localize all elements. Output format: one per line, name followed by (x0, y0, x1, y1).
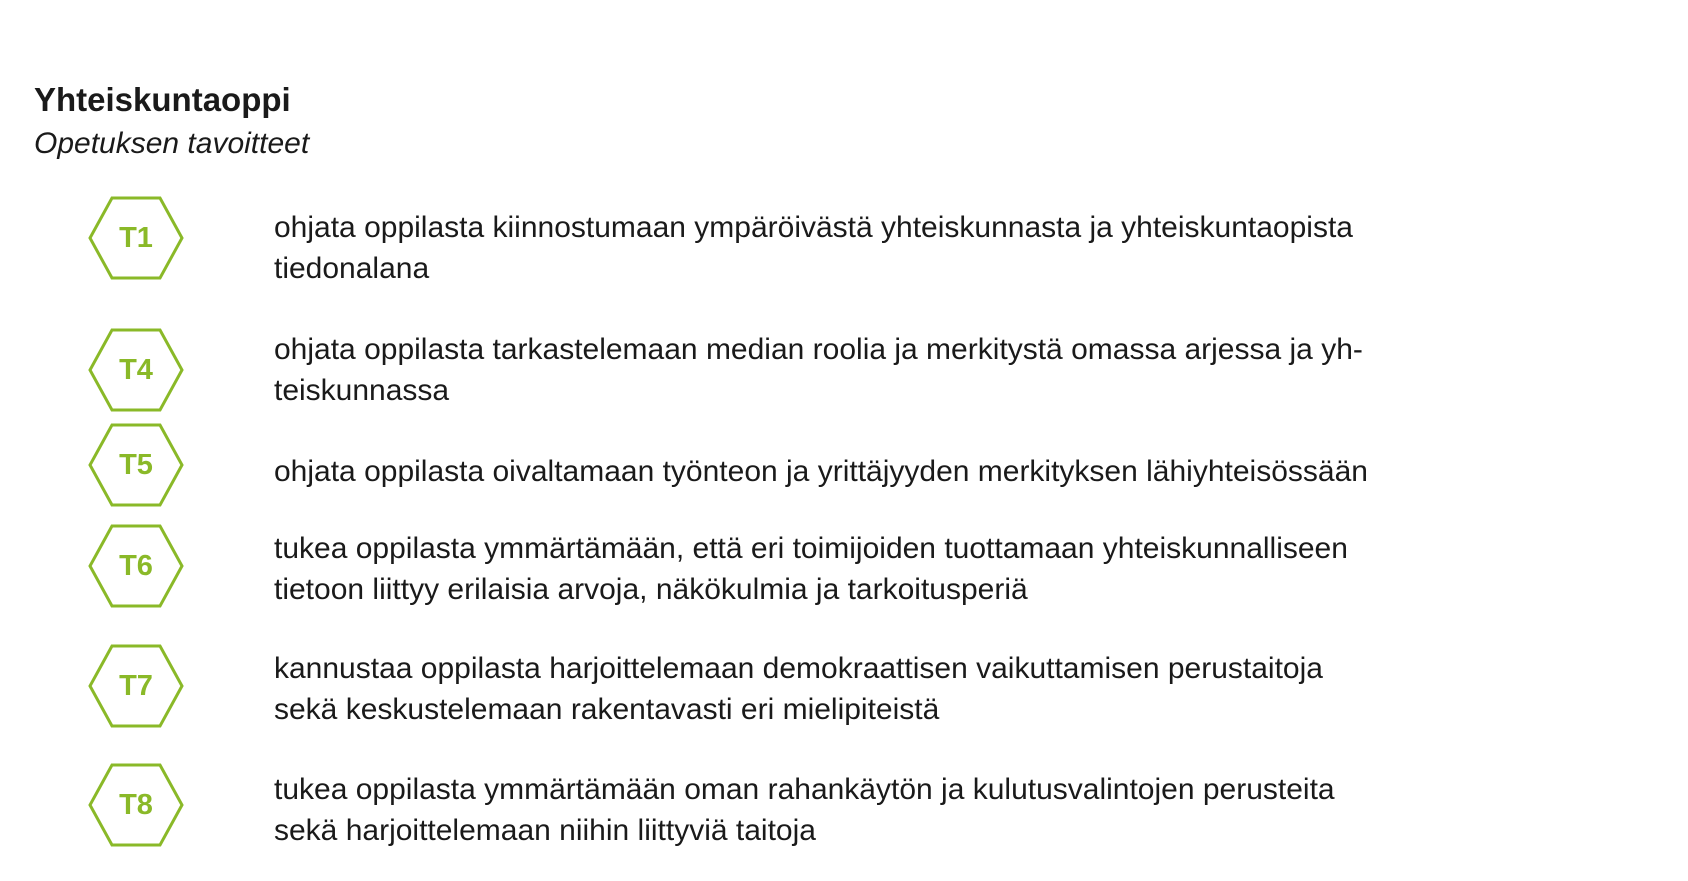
page-subtitle: Opetuksen tavoitteet (34, 127, 310, 160)
goal-text (274, 769, 1335, 851)
goal-text-line: sekä harjoittelemaan niihin liittyviä taitoja (274, 814, 816, 847)
page-title: Yhteiskuntaoppi (34, 81, 291, 118)
goal-badge (88, 644, 184, 728)
goal-badge (88, 196, 184, 280)
goal-text-line: tietoon liittyy erilaisia arvoja, näkökulmia ja tarkoitusperiä (274, 573, 1028, 606)
goal-text-line: kannustaa oppilasta harjoittelemaan demokraattisen vaikuttamisen perustaitoja (274, 652, 1323, 685)
goal-text (274, 451, 1368, 492)
goal-badge (88, 423, 184, 507)
goal-text-line: ohjata oppilasta kiinnostumaan ympäröivästä yhteiskunnasta ja yhteiskuntaopista (274, 211, 1353, 244)
goal-code: T4 (119, 354, 153, 386)
goal-text-line: tiedonalana (274, 252, 430, 285)
goal-text-line: teiskunnassa (274, 374, 450, 407)
goal-text-line: sekä keskustelemaan rakentavasti eri mielipiteistä (274, 693, 940, 726)
goal-code: T7 (119, 670, 153, 702)
goal-code: T5 (119, 449, 153, 481)
goal-text (274, 528, 1348, 610)
goal-text (274, 648, 1323, 730)
goal-badge (88, 763, 184, 847)
goal-text-line: ohjata oppilasta oivaltamaan työnteon ja yrittäjyyden merkityksen lähiyhteisössään (274, 455, 1368, 488)
goal-text (274, 329, 1363, 411)
goal-code: T1 (119, 222, 153, 254)
goal-code: T8 (119, 789, 153, 821)
goal-badge (88, 328, 184, 412)
goal-badge (88, 524, 184, 608)
goal-text-line: ohjata oppilasta tarkastelemaan median roolia ja merkitystä omassa arjessa ja yh- (274, 333, 1363, 366)
goal-text-line: tukea oppilasta ymmärtämään oman rahankäytön ja kulutusvalintojen perusteita (274, 773, 1335, 806)
goal-text (274, 207, 1353, 289)
goal-text-line: tukea oppilasta ymmärtämään, että eri toimijoiden tuottamaan yhteiskunnalliseen (274, 532, 1348, 565)
goal-code: T6 (119, 550, 153, 582)
